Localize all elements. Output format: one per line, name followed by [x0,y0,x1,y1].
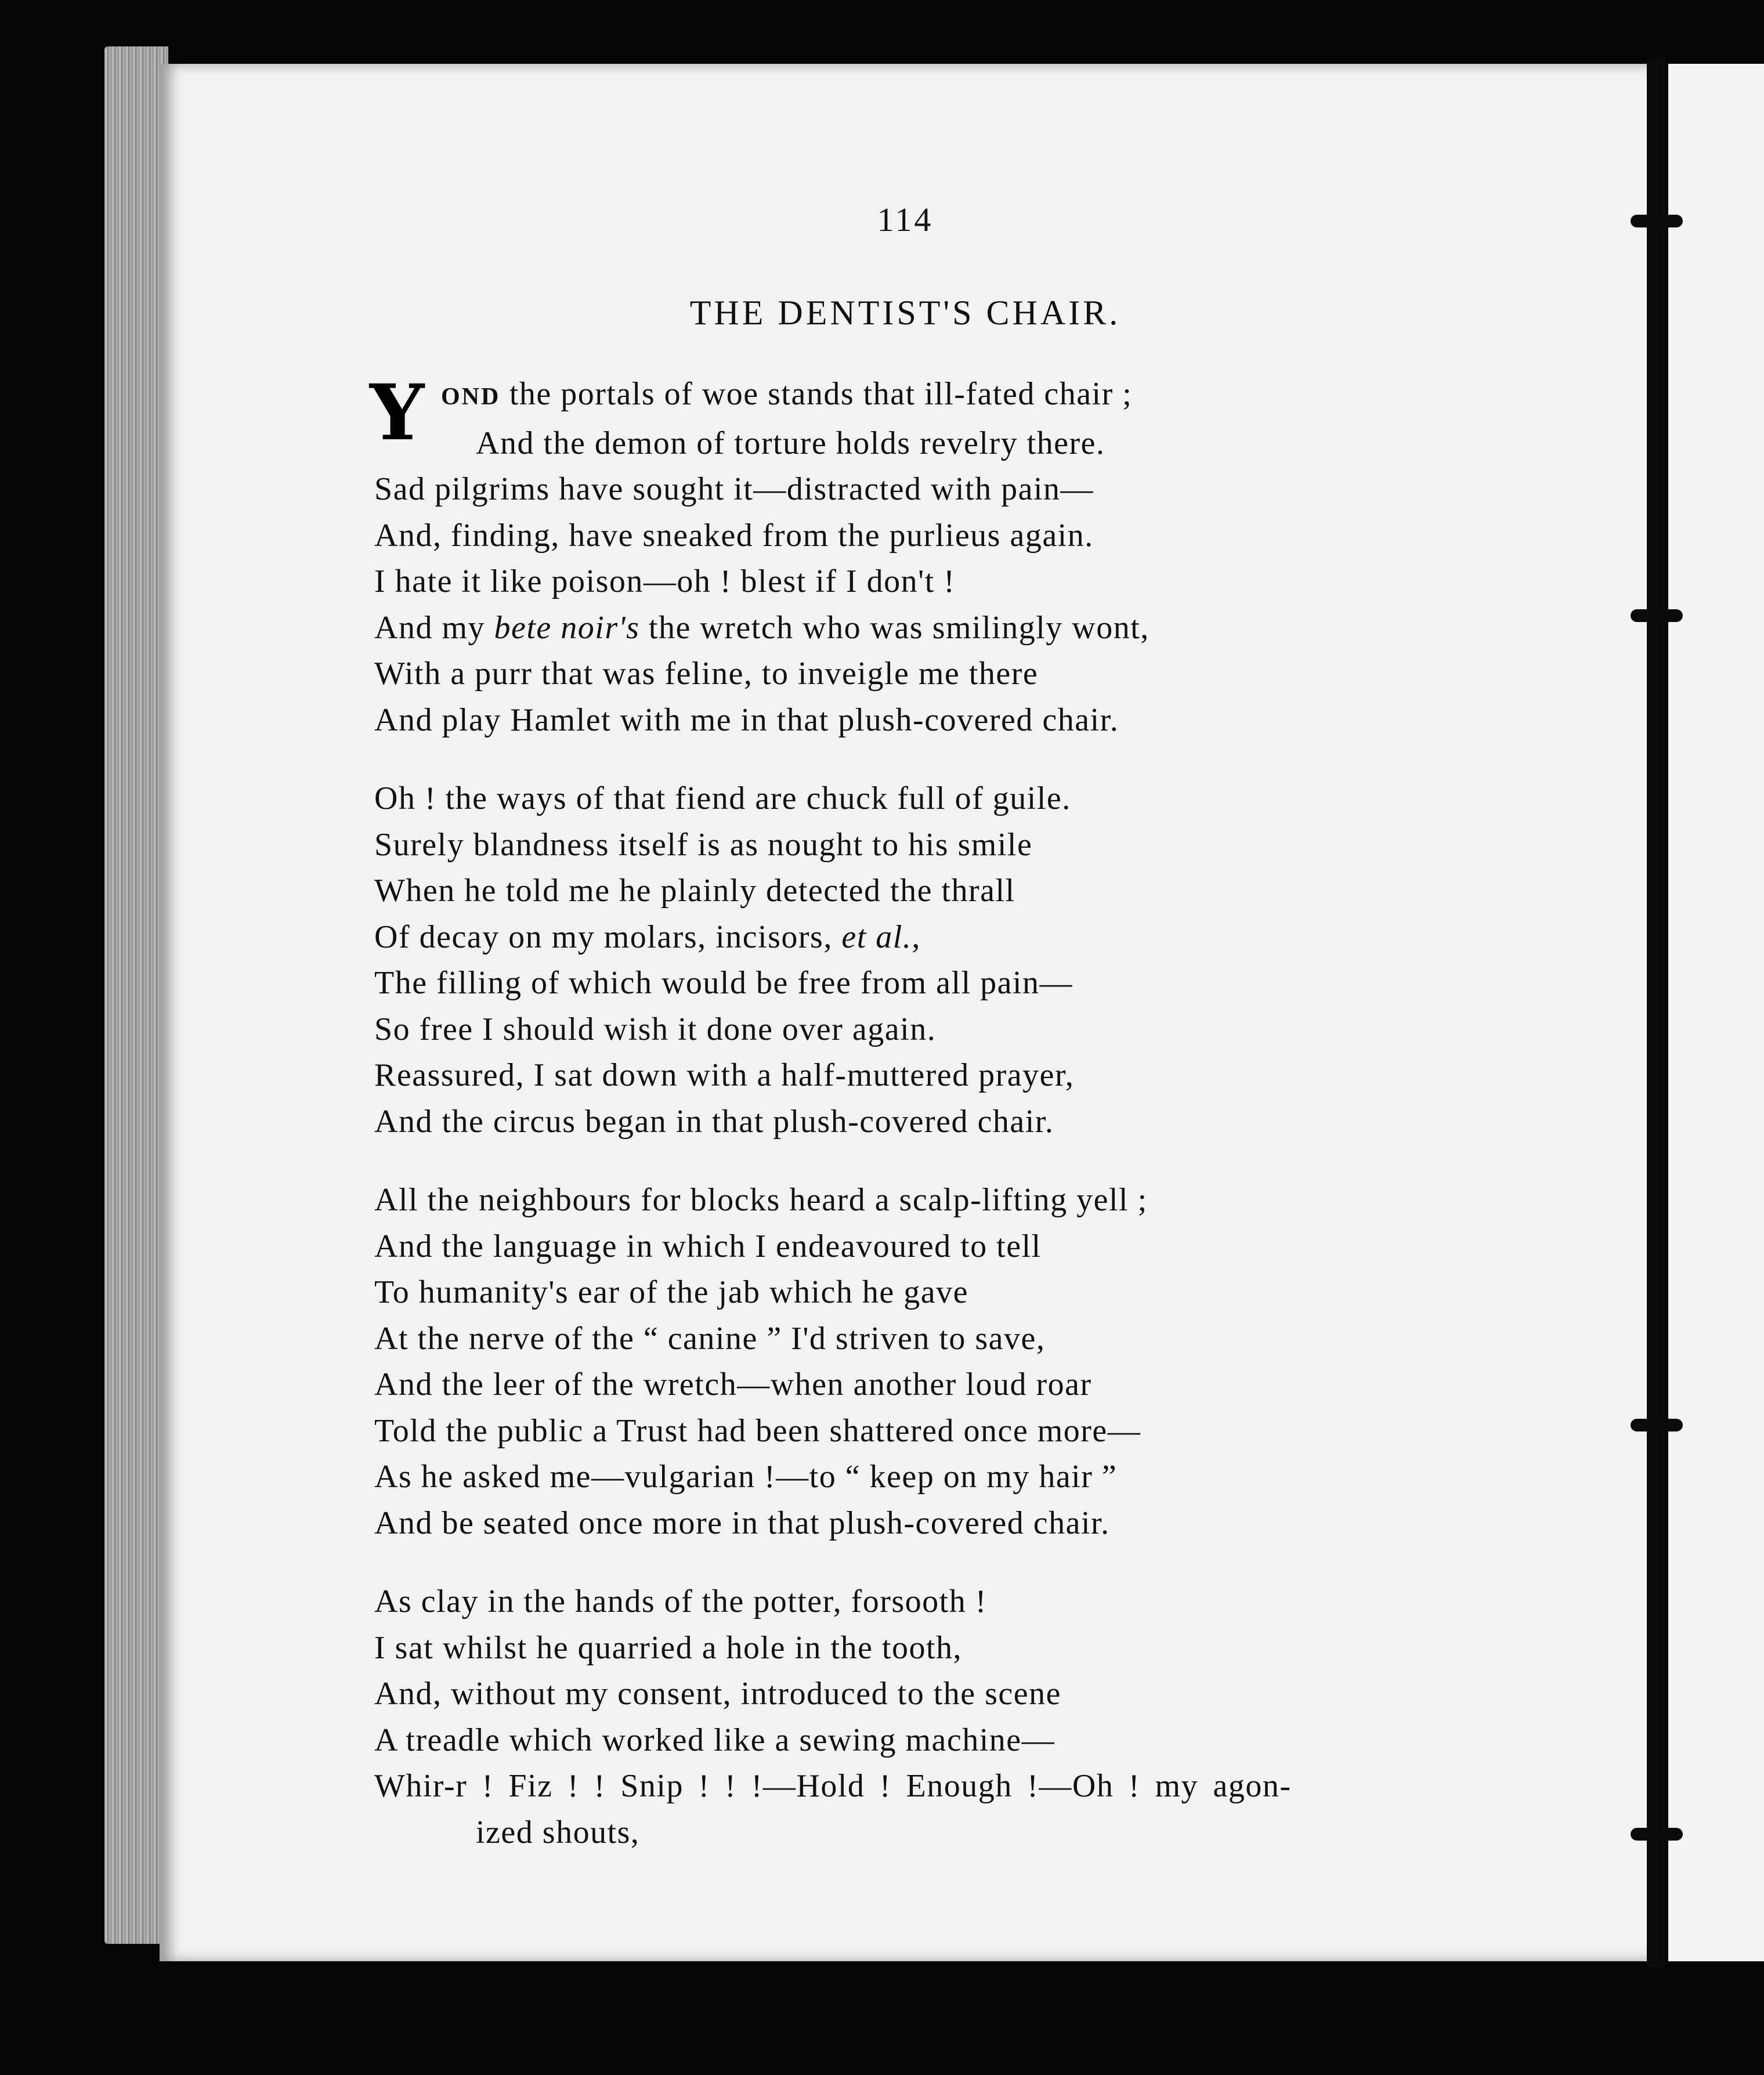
binding-notch [1631,1828,1683,1841]
book-page [160,64,1651,1961]
italic-phrase: bete noir's [494,609,640,646]
facing-page-edge [1668,64,1764,1961]
poem-line: Oh ! the ways of that fiend are chuck full of guile. [374,780,1071,816]
poem-line: And, finding, have sneaked from the purlieus again. [374,517,1094,554]
poem-line [374,371,1639,421]
poem-line: Told the public a Trust had been shattered once more— [374,1412,1141,1449]
poem-line: All the neighbours for blocks heard a scalp-lifting yell ; [374,1182,1148,1218]
poem-line: ized shouts, [476,1814,640,1850]
poem-line [374,914,1639,961]
poem-line: Whir-r ! Fiz ! ! Snip ! ! !—Hold ! Enough !—Oh ! my agon- [374,1768,1292,1804]
binding-notch [1631,609,1683,622]
poem-line: The filling of which would be free from all pain— [374,965,1073,1001]
poem-line: Sad pilgrims have sought it—distracted with pain— [374,471,1094,507]
poem-line: And the circus began in that plush-covered chair. [374,1103,1054,1140]
poem-line: And be seated once more in that plush-covered chair. [374,1505,1110,1541]
poem-line: And, without my consent, introduced to the scene [374,1676,1061,1712]
smallcaps-word: OND [441,384,501,410]
poem-line: And the leer of the wretch—when another loud roar [374,1367,1092,1402]
poem-line: And the language in which I endeavoured to tell [374,1228,1042,1264]
stanza-4 [374,1579,1639,1856]
stanza-3 [374,1177,1639,1546]
page-stack-edge [104,46,168,1944]
poem-line: As he asked me—vulgarian !—to “ keep on my hair ” [374,1459,1118,1495]
poem-line: With a purr that was feline, to inveigle me there [374,656,1039,692]
poem-line: I sat whilst he quarried a hole in the tooth, [374,1629,963,1666]
page-number: 114 [877,201,934,238]
binding-notch [1631,215,1683,227]
poem-line: And play Hamlet with me in that plush-covered chair. [374,702,1119,738]
poem-body [370,368,1639,1888]
stanza-1 [370,368,1639,743]
line-text: Of decay on my molars, incisors, [374,919,842,955]
poem-line: As clay in the hands of the potter, forsooth ! [374,1584,987,1619]
poem-line: Surely blandness itself is as nought to his smile [374,826,1033,863]
poem-line: When he told me he plainly detected the thrall [374,873,1015,909]
poem-line: And the demon of torture holds revelry there. [476,425,1105,461]
italic-phrase: et al. [841,919,912,955]
stanza-2 [374,776,1639,1145]
drop-cap: Y [370,368,425,458]
first-line-rest: the portals of woe stands that ill-fated chair ; [500,376,1133,412]
poem-line: To humanity's ear of the jab which he gave [374,1274,968,1310]
poem-line: Reassured, I sat down with a half-muttered prayer, [374,1057,1075,1093]
poem-line: A treadle which worked like a sewing machine— [374,1722,1055,1758]
binding-gutter [1647,58,1665,1967]
poem-line [374,605,1639,652]
line-text: And my [374,609,494,646]
poem-title: THE DENTIST'S CHAIR. [689,294,1121,332]
poem-line: At the nerve of the “ canine ” I'd striven to save, [374,1320,1046,1357]
poem-line: I hate it like poison—oh ! blest if I don't ! [374,563,956,599]
line-text: the wretch who was smilingly wont, [639,609,1150,646]
binding-notch [1631,1419,1683,1431]
line-text: , [912,919,921,955]
poem-line: So free I should wish it done over again. [374,1011,937,1047]
